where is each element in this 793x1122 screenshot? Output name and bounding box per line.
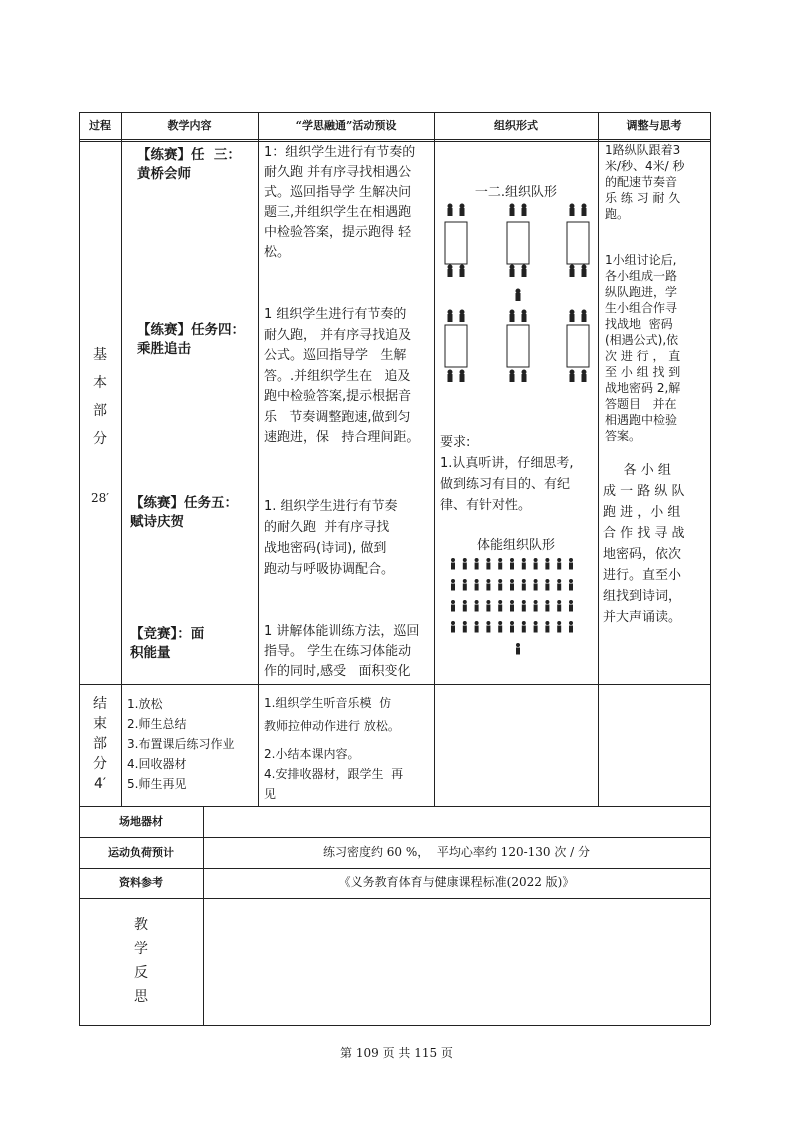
student-figure [451, 558, 455, 570]
reflection-3: 各 小 组 成 一 路 纵 队 跑 进 ，小 组 合 作 找 寻 战 地密码，依次 进行。直至小 组找到诗词， 并大声诵读。 [603, 463, 685, 625]
student-figure [498, 558, 502, 570]
header-reflection: 调整与思考 [626, 119, 682, 132]
student-figure [451, 621, 455, 633]
student-figure [475, 600, 479, 612]
student-figure [510, 558, 514, 570]
student-figure [534, 558, 538, 570]
student-figure [569, 558, 573, 570]
page-number: 第 109 页 共 115 页 [340, 1046, 453, 1060]
student-figure [534, 600, 538, 612]
formation-title-1: 一二.组织队形 [474, 185, 558, 200]
reflect-label: 教 学 反 思 [134, 917, 148, 1005]
student-figure [545, 579, 549, 591]
basic-section-label: 基 本 部 分 [93, 347, 107, 447]
student-figure [569, 621, 573, 633]
ending-content: 1.放松 2.师生总结 3.布置课后练习作业 4.回收器材 5.师生再见 [127, 697, 235, 791]
teacher-figure [516, 643, 520, 655]
student-figure [475, 621, 479, 633]
student-figure [486, 579, 490, 591]
header-process: 过程 [89, 119, 111, 132]
student-figure [545, 558, 549, 570]
task-4-activity: 1 组织学生进行有节奏的 耐久跑， 并有序寻找追及 公式。巡回指导学 生解 答。.并组织学生在 追及 跑中检验答案,提示根据音 乐 节奏调整跑速,做到匀 速跑进，保 持合理间距。 [264, 307, 420, 445]
ending-activity-1: 1.组织学生听音乐模 仿 教师拉伸动作进行 放松。 [264, 696, 400, 733]
task-3-activity: 1：组织学生进行有节奏的 耐久跑 并有序寻找相遇公 式。巡回指导学 生解决问 题三,并组织学生在相遇跑 中检验答案，提示跑得 轻 松。 [264, 145, 416, 260]
student-figure [463, 621, 467, 633]
student-figure [557, 621, 561, 633]
student-figure [475, 558, 479, 570]
header-content: 教学内容 [167, 119, 212, 132]
ref-value: 《义务教育体育与健康课程标准(2022 版)》 [338, 875, 575, 889]
basic-section-time: 28′ [91, 491, 109, 505]
student-figure [569, 600, 573, 612]
student-figure [498, 579, 502, 591]
task-4-title: 【练赛】任务四： 乘胜追击 [137, 322, 245, 357]
header-organization: 组织形式 [494, 119, 538, 132]
reflection-2: 1小组讨论后, 各小组成一路 纵队跑进，学 生小组合作寻 找战地 密码 (相遇公式),依 次 进 行 ， 直 至 小 组 找 到 战地密码 2,解 答题目 并在 相遇跑中检验 答案。 [605, 253, 681, 443]
student-figure [451, 600, 455, 612]
student-figure [498, 621, 502, 633]
student-figure [534, 579, 538, 591]
student-figure [522, 579, 526, 591]
reflection-1: 1路纵队跟着3 米/秒、4米/ 秒 的配速节奏音 乐 练 习 耐 久 跑。 [605, 143, 685, 221]
student-figure [557, 558, 561, 570]
student-figure [463, 579, 467, 591]
student-figure [522, 600, 526, 612]
student-figure [451, 579, 455, 591]
competition-activity: 1 讲解体能训练方法，巡回 指导。 学生在练习体能动 作的同时,感受 面积变化 [264, 624, 420, 679]
formation-title-2: 体能组织队形 [476, 538, 555, 553]
ending-activity-2: 2.小结本课内容。 4.安排收器材，跟学生 再 见 [264, 747, 404, 801]
ref-label: 资料参考 [119, 876, 163, 889]
student-figure [510, 621, 514, 633]
student-figure [475, 579, 479, 591]
student-figure [498, 600, 502, 612]
student-figure [486, 621, 490, 633]
student-figure [463, 600, 467, 612]
venue-label: 场地器材 [119, 815, 163, 828]
student-figure [569, 579, 573, 591]
load-value: 练习密度约 60 %， 平均心率约 120-130 次 / 分 [322, 845, 591, 859]
competition-title: 【竞赛】：面 积能量 [130, 626, 205, 661]
requirements-text: 要求: 1.认真听讲，仔细思考, 做到练习有目的、有纪 律、有针对性。 [440, 435, 574, 513]
student-figure [557, 579, 561, 591]
student-figure [545, 621, 549, 633]
student-figure [557, 600, 561, 612]
student-figure [486, 600, 490, 612]
student-figure [534, 621, 538, 633]
student-figure [545, 600, 549, 612]
ending-section-label: 结 束 部 分 4′ [93, 696, 107, 792]
task-3-title: 【练赛】任 三： 黄桥会师 [137, 147, 241, 182]
student-figure [522, 558, 526, 570]
student-figure [510, 600, 514, 612]
student-figure [522, 621, 526, 633]
student-figure [510, 579, 514, 591]
header-activity: “学思融通”活动预设 [295, 119, 397, 132]
task-5-title: 【练赛】任务五： 赋诗庆贺 [130, 495, 238, 530]
task-5-activity: 1. 组织学生进行有节奏 的耐久跑 并有序寻找 战地密码(诗词), 做到 跑动与呼吸协调配合。 [264, 499, 398, 577]
student-figure [463, 558, 467, 570]
load-label: 运动负荷预计 [108, 846, 174, 859]
student-figure [486, 558, 490, 570]
